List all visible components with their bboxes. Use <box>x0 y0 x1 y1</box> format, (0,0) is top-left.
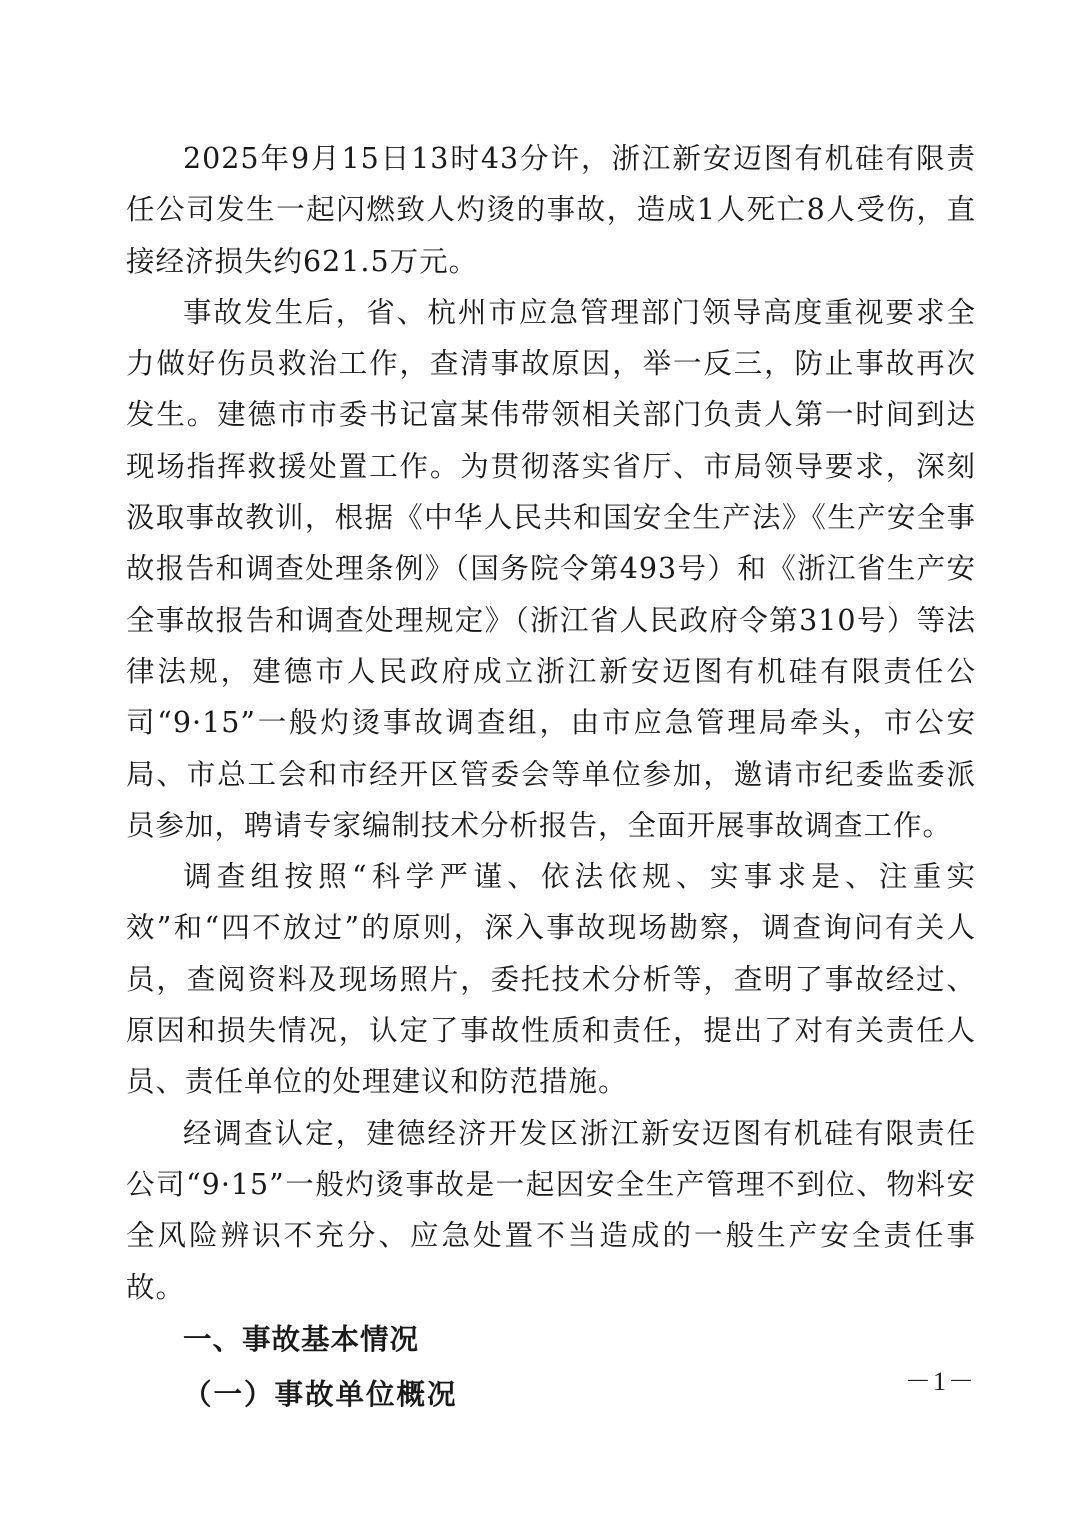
subsection-heading-company-overview: （一）事故单位概况 <box>183 1376 458 1411</box>
paragraph-accident-summary: 2025年9月15日13时43分许，浙江新安迈图有机硅有限责任公司发生一起闪燃致人灼烫的事故，造成1人死亡8人受伤，直接经济损失约621.5万元。 <box>126 142 976 278</box>
paragraph-investigation-conclusion: 经调查认定，建德经济开发区浙江新安迈图有机硅有限责任公司“9·15”一般灼烫事故是一起因安全生产管理不到位、物料安全风险辨识不充分、应急处置不当造成的一般生产安全责任事故。 <box>126 1116 976 1304</box>
section-heading-basic-situation: 一、事故基本情况 <box>183 1322 420 1356</box>
document-body <box>126 133 976 1421</box>
paragraph-investigation-principles: 调查组按照“科学严谨、依法依规、实事求是、注重实效”和“四不放过”的原则，深入事故现场勘察，调查询问有关人员，查阅资料及现场照片，委托技术分析等，查明了事故经过、原因和损失情况，认定了事故性质和责任，提出了对有关责任人员、责任单位的处理建议和防范措施。 <box>126 860 976 1099</box>
paragraph-response-and-investigation: 事故发生后，省、杭州市应急管理部门领导高度重视要求全力做好伤员救治工作，查清事故原因，举一反三，防止事故再次发生。建德市市委书记富某伟带领相关部门负责人第一时间到达现场指挥救援处置工作。为贯彻落实省厅、市局领导要求，深刻汲取事故教训，根据《中华人民共和国安全生产法》《生产安全事故报告和调查处理条例》（国务院令第493号）和《浙江省生产安全事故报告和调查处理规定》（浙江省人民政府令第310号）等法律法规，建德市人民政府成立浙江新安迈图有机硅有限责任公司“9·15”一般灼烫事故调查组，由市应急管理局牵头，市公安局、市总工会和市经开区管委会等单位参加，邀请市纪委监委派员参加，聘请专家编制技术分析报告，全面开展事故调查工作。 <box>126 295 976 842</box>
page-number: －1－ <box>904 1367 976 1396</box>
